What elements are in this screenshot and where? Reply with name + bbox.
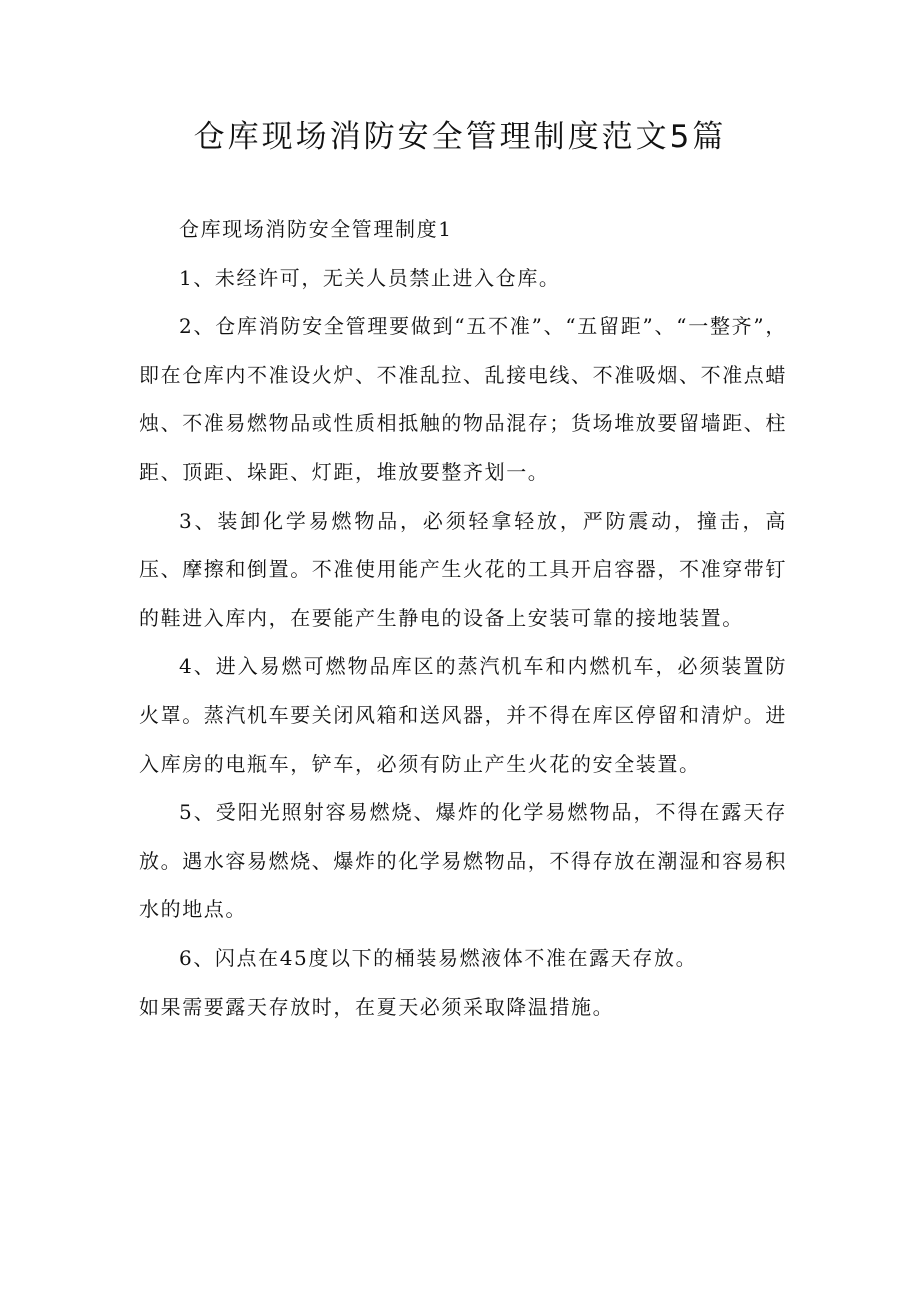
paragraph-rule-1: 1、未经许可，无关人员禁止进入仓库。 [179,265,561,290]
section-heading: 仓库现场消防安全管理制度1 [179,217,453,241]
document-title: 仓库现场消防安全管理制度范文5篇 [193,119,727,155]
paragraph-rule-6: 6、闪点在45度以下的桶装易燃液体不准在露天存放。 [179,945,698,970]
paragraph-rule-3: 3、装卸化学易燃物品，必须轻拿轻放，严防震动，撞击，高压、摩擦和倒置。不准使用能产生火花的工具开启容器，不准穿带钉的鞋进入库内，在要能产生静电的设备上安装可靠的接地装置。 [139,508,787,630]
paragraph-rule-2: 2、仓库消防安全管理要做到“五不准”、“五留距”、“一整齐”，即在仓库内不准设火炉、不准乱拉、乱接电线、不准吸烟、不准点蜡烛、不准易燃物品或性质相抵触的物品混存；货场堆放要留墙距、柱距、顶距、垛距、灯距，堆放要整齐划一。 [139,314,787,484]
document-body [139,205,787,1031]
paragraph-rule-5: 5、受阳光照射容易燃烧、爆炸的化学易燃物品，不得在露天存放。遇水容易燃烧、爆炸的化学易燃物品，不得存放在潮湿和容易积水的地点。 [139,800,787,922]
paragraph-rule-4: 4、进入易燃可燃物品库区的蒸汽机车和内燃机车，必须装置防火罩。蒸汽机车要关闭风箱和送风器，并不得在库区停留和清炉。进入库房的电瓶车，铲车，必须有防止产生火花的安全装置。 [139,654,787,776]
paragraph-continuation: 如果需要露天存放时，在夏天必须采取降温措施。 [139,994,615,1019]
